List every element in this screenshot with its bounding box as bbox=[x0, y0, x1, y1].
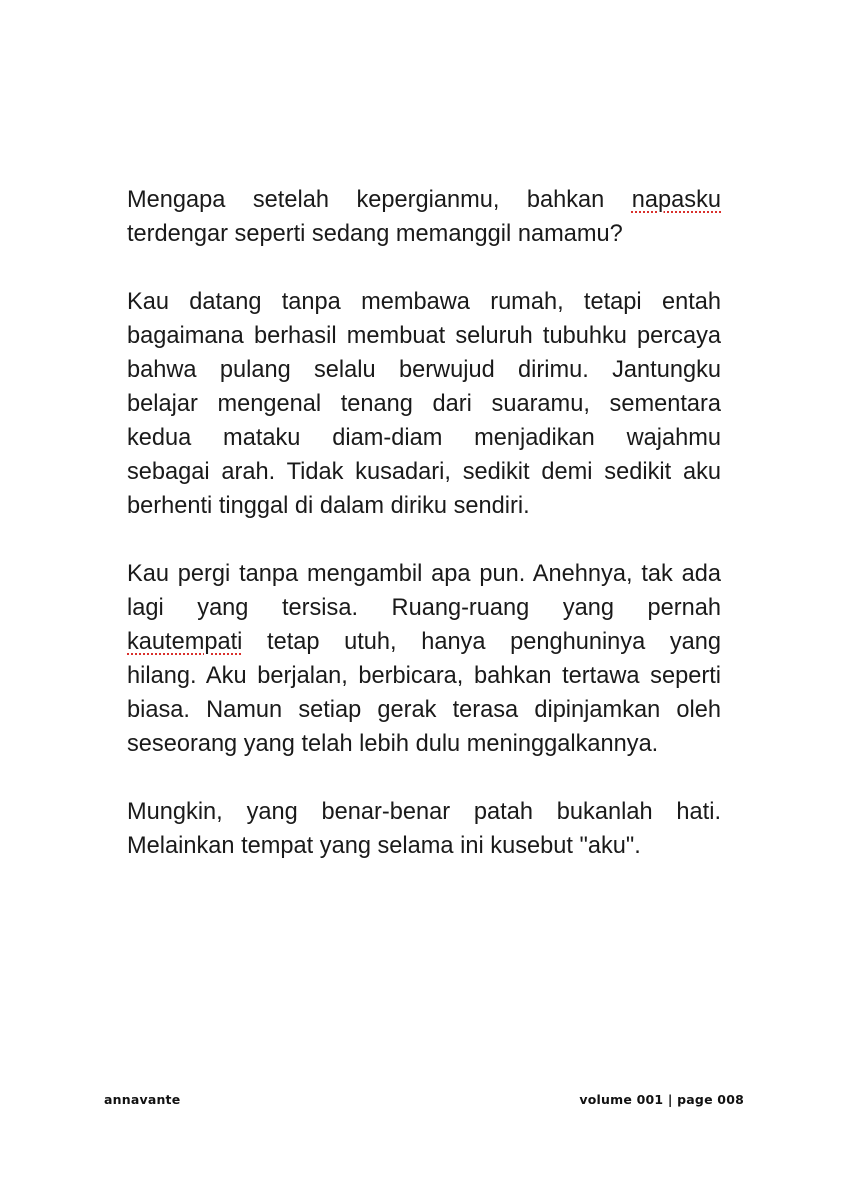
text-line bbox=[127, 217, 721, 251]
paragraph-2 bbox=[127, 285, 721, 523]
text-line bbox=[127, 693, 721, 727]
text-line bbox=[127, 659, 721, 693]
footer-page-info: volume 001 | page 008 bbox=[579, 1092, 744, 1107]
text-segment: Mungkin, yang benar-benar patah bukanlah hati. bbox=[127, 799, 721, 825]
text-line bbox=[127, 489, 721, 523]
spellcheck-flagged-word[interactable]: kautempati bbox=[127, 629, 243, 655]
text-segment: seseorang yang telah lebih dulu meninggalkannya. bbox=[127, 731, 659, 757]
text-segment: tetap utuh, hanya penghuninya yang bbox=[242, 629, 721, 655]
text-segment: Mengapa setelah kepergianmu, bahkan bbox=[127, 187, 632, 213]
document-body bbox=[127, 183, 721, 897]
text-segment: sebagai arah. Tidak kusadari, sedikit demi sedikit aku bbox=[127, 459, 721, 485]
text-segment: Melainkan tempat yang selama ini kusebut "aku". bbox=[127, 833, 641, 859]
text-line bbox=[127, 353, 721, 387]
paragraph-1 bbox=[127, 183, 721, 251]
text-line bbox=[127, 727, 721, 761]
text-segment: kedua mataku diam-diam menjadikan wajahmu bbox=[127, 425, 721, 451]
text-line bbox=[127, 455, 721, 489]
text-segment: terdengar seperti sedang memanggil namamu? bbox=[127, 221, 623, 247]
text-segment: lagi yang tersisa. Ruang-ruang yang pernah bbox=[127, 595, 721, 621]
text-line bbox=[127, 285, 721, 319]
text-line bbox=[127, 183, 721, 217]
text-line bbox=[127, 625, 721, 659]
text-line bbox=[127, 421, 721, 455]
text-segment: belajar mengenal tenang dari suaramu, sementara bbox=[127, 391, 721, 417]
text-line bbox=[127, 795, 721, 829]
text-line bbox=[127, 319, 721, 353]
text-segment: biasa. Namun setiap gerak terasa dipinjamkan oleh bbox=[127, 697, 721, 723]
text-segment: berhenti tinggal di dalam diriku sendiri. bbox=[127, 493, 530, 519]
text-line bbox=[127, 591, 721, 625]
paragraph-4 bbox=[127, 795, 721, 863]
text-segment: bagaimana berhasil membuat seluruh tubuhku percaya bbox=[127, 323, 721, 349]
text-line bbox=[127, 387, 721, 421]
text-segment: hilang. Aku berjalan, berbicara, bahkan tertawa seperti bbox=[127, 663, 721, 689]
text-line bbox=[127, 829, 721, 863]
paragraph-3 bbox=[127, 557, 721, 761]
text-line bbox=[127, 557, 721, 591]
text-segment: bahwa pulang selalu berwujud dirimu. Jantungku bbox=[127, 357, 721, 383]
text-segment: Kau pergi tanpa mengambil apa pun. Anehnya, tak ada bbox=[127, 561, 721, 587]
spellcheck-flagged-word[interactable]: napasku bbox=[631, 187, 721, 213]
text-segment: Kau datang tanpa membawa rumah, tetapi entah bbox=[127, 289, 721, 315]
footer-author: annavante bbox=[104, 1092, 181, 1107]
